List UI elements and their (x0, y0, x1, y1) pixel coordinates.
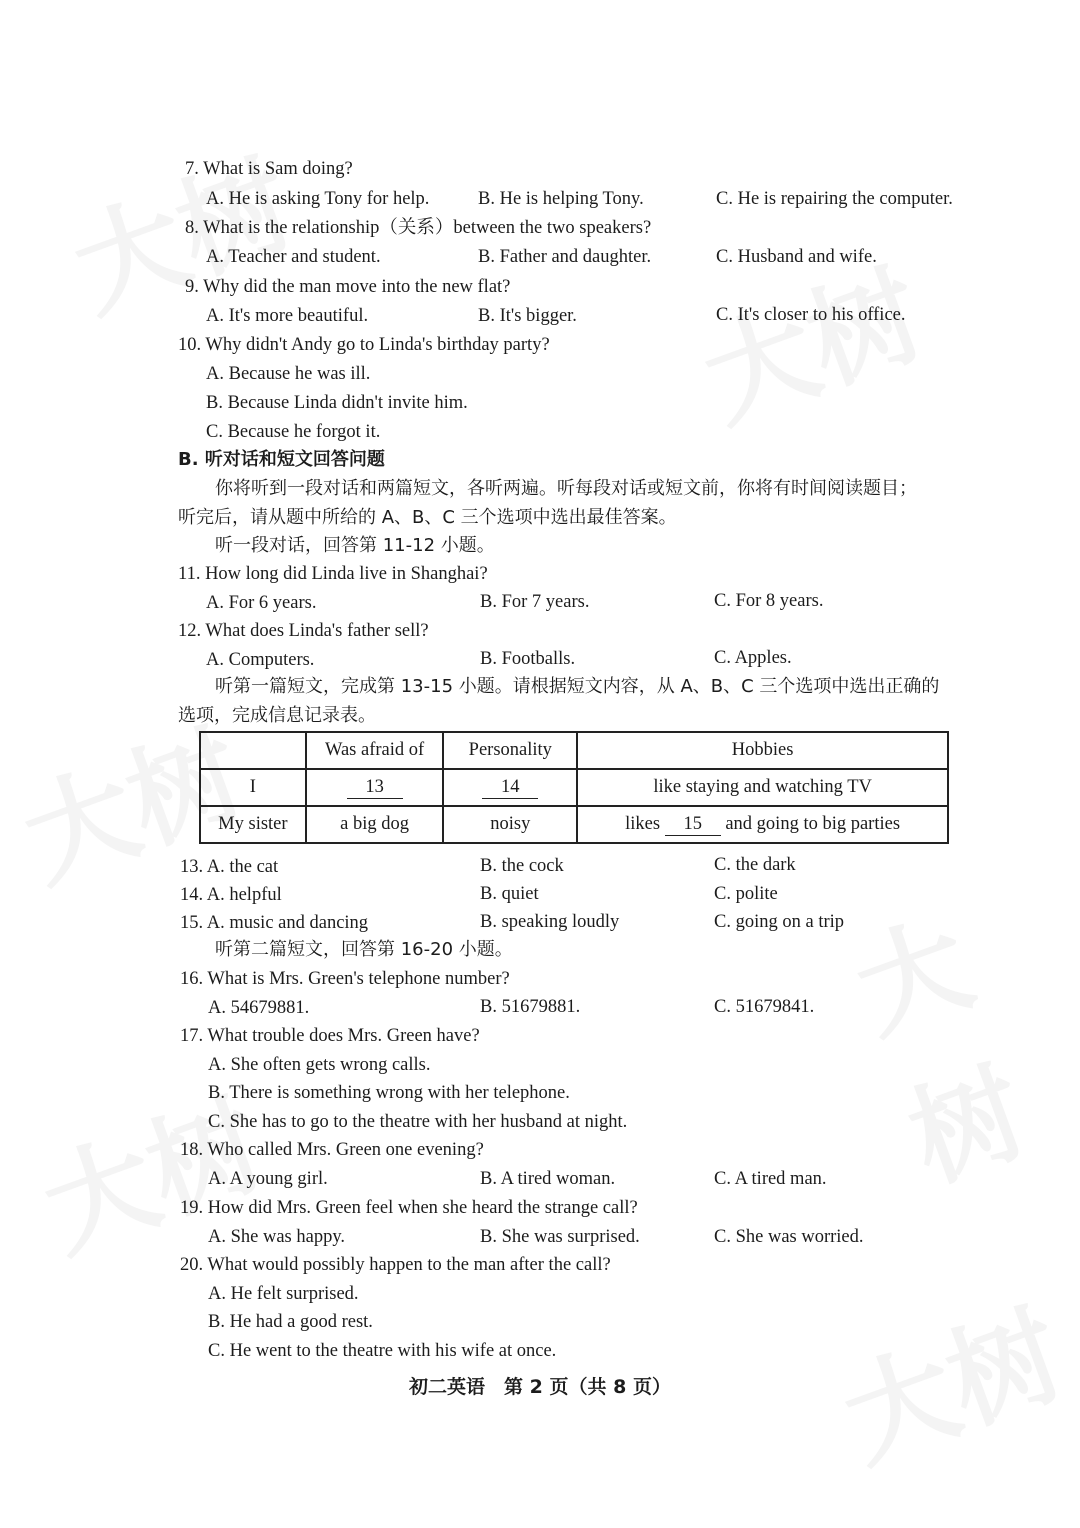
table-cell (577, 806, 948, 843)
option-a: A. It's more beautiful. (206, 306, 369, 326)
table-cell: noisy (443, 806, 577, 843)
instruction-text: 你将听到一段对话和两篇短文，各听两遍。听每段对话或短文前，你将有时间阅读题目； (215, 478, 917, 499)
option-a: 13. A. the cat (180, 857, 279, 877)
option-a: A. A young girl. (208, 1169, 328, 1189)
watermark-logo (832, 845, 1080, 1210)
option-c: C. Because he forgot it. (206, 422, 381, 442)
option-a: 15. A. music and dancing (180, 913, 369, 933)
answer-blank: 13 (347, 777, 403, 799)
table-cell: a big dog (306, 806, 444, 843)
table-row (200, 769, 948, 806)
question-stem: 9. Why did the man move into the new flat? (185, 277, 511, 297)
table-header-cell: Was afraid of (306, 732, 444, 769)
question-stem: 18. Who called Mrs. Green one evening? (180, 1140, 484, 1160)
hobbies-text: and going to big parties (725, 813, 901, 834)
option-a: A. She often gets wrong calls. (208, 1055, 431, 1075)
option-c: C. It's closer to his office. (716, 305, 906, 325)
question-stem: 11. How long did Linda live in Shanghai? (178, 564, 488, 584)
option-a: A. Computers. (206, 650, 315, 670)
table-header-cell: Hobbies (577, 732, 948, 769)
section-title: B. 听对话和短文回答问题 (178, 449, 385, 470)
option-b: B. speaking loudly (480, 912, 620, 932)
table-row (200, 806, 948, 843)
option-b: B. A tired woman. (480, 1169, 616, 1189)
table-cell (443, 769, 577, 806)
instruction-text: 听第一篇短文，完成第 13-15 小题。请根据短文内容，从 A、B、C 三个选项中选出正确的 (215, 676, 940, 697)
hobbies-text: likes (625, 813, 661, 834)
option-a: A. He is asking Tony for help. (206, 189, 430, 209)
option-b: B. 51679881. (480, 997, 581, 1017)
option-c: C. A tired man. (714, 1169, 827, 1189)
option-b: B. He had a good rest. (208, 1312, 373, 1332)
option-b: B. He is helping Tony. (478, 189, 644, 209)
option-a: A. For 6 years. (206, 593, 317, 613)
question-stem: 8. What is the relationship（关系）between the two speakers? (185, 218, 652, 238)
table-header-cell (200, 732, 306, 769)
option-c: C. She has to go to the theatre with her husband at night. (208, 1112, 628, 1132)
option-a: A. Teacher and student. (206, 247, 381, 267)
answer-blank: 15 (665, 814, 721, 836)
question-stem: 19. How did Mrs. Green feel when she heard the strange call? (180, 1198, 638, 1218)
answer-blank: 14 (482, 777, 538, 799)
option-c: C. polite (714, 884, 778, 904)
instruction-text: 选项，完成信息记录表。 (178, 705, 376, 726)
dialog-note: 听一段对话，回答第 11-12 小题。 (215, 535, 495, 556)
option-b: B. quiet (480, 884, 539, 904)
option-c: C. For 8 years. (714, 591, 824, 611)
table-cell: I (200, 769, 306, 806)
option-b: B. Father and daughter. (478, 247, 652, 267)
option-c: C. the dark (714, 855, 796, 875)
table-cell: My sister (200, 806, 306, 843)
option-c: C. She was worried. (714, 1227, 864, 1247)
option-c: C. He went to the theatre with his wife at once. (208, 1341, 557, 1361)
option-a: A. She was happy. (208, 1227, 346, 1247)
option-b: B. There is something wrong with her telephone. (208, 1083, 570, 1103)
info-record-table (199, 731, 949, 844)
option-c: C. He is repairing the computer. (716, 189, 953, 209)
option-b: B. the cock (480, 856, 564, 876)
question-stem: 17. What trouble does Mrs. Green have? (180, 1026, 480, 1046)
page-footer: 初二英语 第 2 页（共 8 页） (409, 1376, 671, 1398)
option-a: 14. A. helpful (180, 885, 282, 905)
option-b: B. Footballs. (480, 649, 576, 669)
option-a: A. 54679881. (208, 998, 310, 1018)
question-stem: 20. What would possibly happen to the man after the call? (180, 1255, 611, 1275)
table-header-row (200, 732, 948, 769)
option-c: C. going on a trip (714, 912, 845, 932)
option-c: C. Husband and wife. (716, 247, 877, 267)
option-a: A. He felt surprised. (208, 1284, 359, 1304)
instruction-text: 听完后，请从题中所给的 A、B、C 三个选项中选出最佳答案。 (178, 507, 677, 528)
option-b: B. She was surprised. (480, 1227, 640, 1247)
option-b: B. For 7 years. (480, 592, 590, 612)
table-cell (306, 769, 444, 806)
option-b: B. Because Linda didn't invite him. (206, 393, 468, 413)
question-stem: 12. What does Linda's father sell? (178, 621, 429, 641)
option-c: C. Apples. (714, 648, 792, 668)
question-stem: 16. What is Mrs. Green's telephone number? (180, 969, 510, 989)
table-header-cell: Personality (443, 732, 577, 769)
question-stem: 7. What is Sam doing? (185, 159, 353, 179)
table-cell: like staying and watching TV (577, 769, 948, 806)
option-a: A. Because he was ill. (206, 364, 371, 384)
option-b: B. It's bigger. (478, 306, 577, 326)
option-c: C. 51679841. (714, 997, 815, 1017)
passage-note: 听第二篇短文，回答第 16-20 小题。 (215, 939, 513, 960)
question-stem: 10. Why didn't Andy go to Linda's birthday party? (178, 335, 550, 355)
